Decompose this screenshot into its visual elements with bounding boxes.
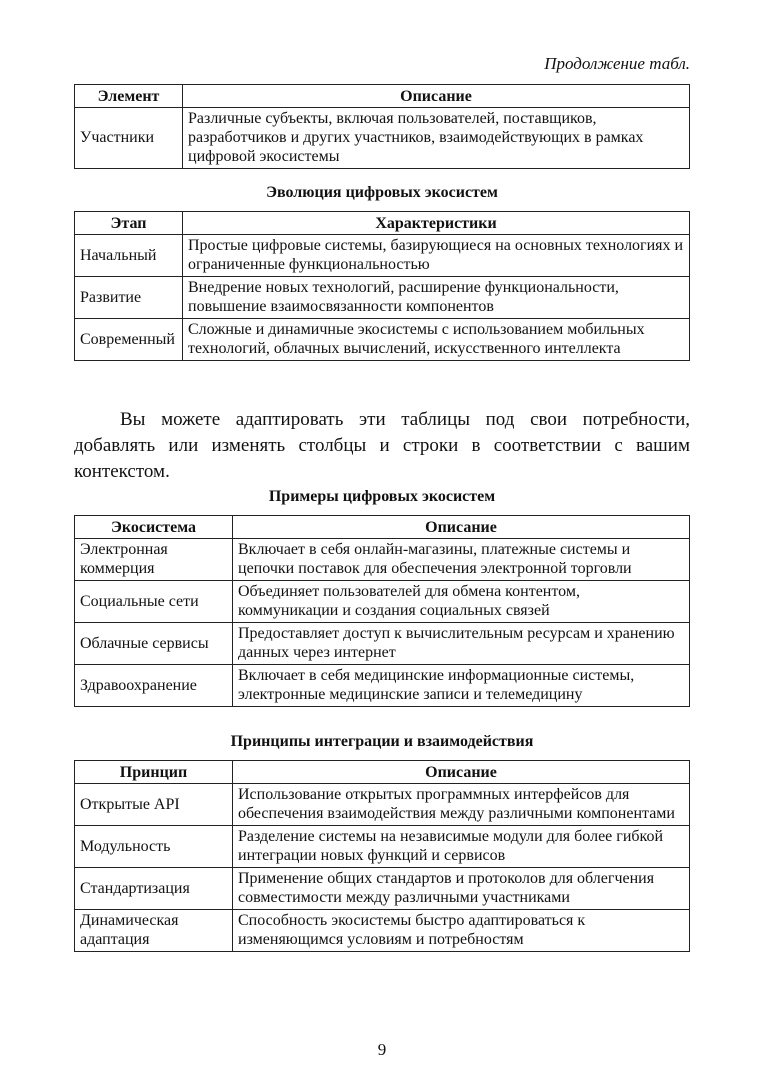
row-description: Способность экосистемы быстро адаптироваться к изменяющимся условиям и потребностям [233, 910, 690, 952]
row-label: Начальный [75, 235, 183, 277]
ecosystem-examples-table [74, 515, 690, 707]
table-caption: Примеры цифровых экосистем [268, 488, 496, 505]
table-row [75, 108, 690, 169]
table-row [75, 665, 690, 707]
column-header: Экосистема [75, 516, 233, 539]
row-description: Простые цифровые системы, базирующиеся на основных технологиях и ограниченные функциональностью [183, 235, 690, 277]
table-row [75, 539, 690, 581]
row-description: Применение общих стандартов и протоколов для облегчения совместимости между различными участниками [233, 868, 690, 910]
row-description: Сложные и динамичные экосистемы с использованием мобильных технологий, облачных вычислений, искусственного интеллекта [183, 319, 690, 361]
row-description: Различные субъекты, включая пользователей, поставщиков, разработчиков и других участников, взаимодействующих в рамках цифровой экосистемы [183, 108, 690, 169]
row-label: Участники [75, 108, 183, 169]
row-label: Модульность [75, 826, 233, 868]
row-description: Внедрение новых технологий, расширение функциональности, повышение взаимосвязанности компонентов [183, 277, 690, 319]
table-caption: Принципы интеграции и взаимодействия [230, 733, 534, 750]
column-header: Описание [233, 516, 690, 539]
row-label: Развитие [75, 277, 183, 319]
row-description: Использование открытых программных интерфейсов для обеспечения взаимодействия между различными компонентами [233, 784, 690, 826]
column-header: Описание [233, 761, 690, 784]
row-description: Включает в себя медицинские информационные системы, электронные медицинские записи и телемедицину [233, 665, 690, 707]
table-row [75, 277, 690, 319]
row-label: Динамическая адаптация [75, 910, 233, 952]
body-paragraph: Вы можете адаптировать эти таблицы под свои потребности, добавлять или изменять столбцы и строки в соответствии с вашим контекстом. [74, 409, 690, 482]
table-row [75, 319, 690, 361]
column-header: Элемент [75, 85, 183, 108]
table-header-row [75, 761, 690, 784]
row-label: Социальные сети [75, 581, 233, 623]
row-description: Включает в себя онлайн-магазины, платежные системы и цепочки поставок для обеспечения электронной торговли [233, 539, 690, 581]
row-label: Здравоохранение [75, 665, 233, 707]
column-header: Описание [183, 85, 690, 108]
table-row [75, 910, 690, 952]
table-header-row [75, 516, 690, 539]
table-row [75, 581, 690, 623]
row-description: Разделение системы на независимые модули для более гибкой интеграции новых функций и сервисов [233, 826, 690, 868]
row-label: Электронная коммерция [75, 539, 233, 581]
table-row [75, 235, 690, 277]
table-row [75, 623, 690, 665]
continuation-label: Продолжение табл. [544, 54, 690, 73]
table-row [75, 826, 690, 868]
column-header: Принцип [75, 761, 233, 784]
column-header: Этап [75, 212, 183, 235]
elements-table [74, 84, 690, 169]
page-number: 9 [377, 1040, 387, 1059]
column-header: Характеристики [183, 212, 690, 235]
row-description: Объединяет пользователей для обмена контентом, коммуникации и создания социальных связей [233, 581, 690, 623]
table-row [75, 868, 690, 910]
table-caption: Эволюция цифровых экосистем [266, 184, 498, 201]
table-row [75, 784, 690, 826]
integration-principles-table [74, 760, 690, 952]
row-label: Облачные сервисы [75, 623, 233, 665]
row-description: Предоставляет доступ к вычислительным ресурсам и хранению данных через интернет [233, 623, 690, 665]
table-header-row [75, 85, 690, 108]
row-label: Открытые API [75, 784, 233, 826]
row-label: Современный [75, 319, 183, 361]
evolution-table [74, 211, 690, 361]
row-label: Стандартизация [75, 868, 233, 910]
table-header-row [75, 212, 690, 235]
